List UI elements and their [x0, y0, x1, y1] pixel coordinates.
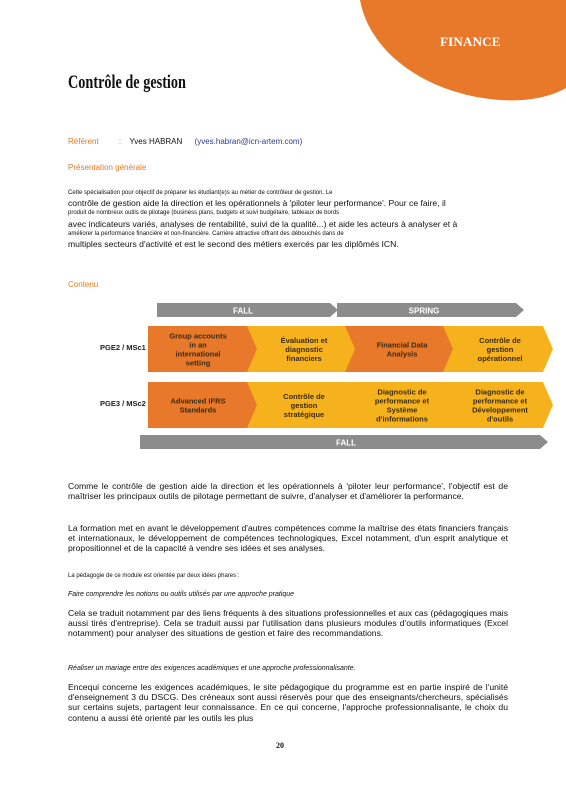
contenu-heading: Contenu	[68, 280, 99, 289]
paragraph-formation: La formation met en avant le développement d'autres compétences comme la maîtrise des états financiers français et internationaux, le développement de compétences technologiques, Excel notamment, d'un esprit analytique et propositionnel et de la capacité à vendre ses idées et ses analyses.	[68, 523, 508, 554]
presentation-line: Cette spécialisation pour objectif de préparer les étudiant(e)s au métier de contrôleur de gestion. Le	[68, 190, 333, 196]
paragraph-idea-1: Faire comprendre les notions ou outils utilisés par une approche pratique	[68, 591, 295, 598]
module-label: Contrôle de	[283, 392, 325, 401]
orange-corner-shape	[360, 0, 566, 100]
module-label: Évaluation et	[280, 336, 328, 345]
presentation-heading: Présentation générale	[68, 163, 147, 172]
presentation-line: produit de nombreux outils de pilotage (business plans, budgets et suivi budgétaire, tableaux de bords	[68, 210, 340, 217]
presentation-line: avec indicateurs variés, analyses de rentabilité, suivi de la qualité...) et aide les acteurs à analyser et à	[68, 218, 458, 229]
module-label: Standards	[179, 405, 217, 415]
fall-label-bottom: FALL	[336, 438, 356, 448]
module-label: financiers	[286, 354, 322, 363]
module-label: Analysis	[386, 349, 418, 359]
presentation-line: multiples secteurs d'activité et est le second des métiers exercés par les diplômés ICN.	[68, 239, 399, 250]
module-label: Advanced IFRS	[170, 396, 226, 406]
paragraph-practical: Cela se traduit notamment par des liens fréquents à des situations professionnelles et aux cas (pédagogiques mais aussi tirés d'entreprise). Cela se traduit aussi par l'utilisation dans plusieurs modules d'outils informatiques (Excel notamment) pour analyser des situations de gestion et faire des recommandations.	[68, 608, 508, 639]
module-label: diagnostic	[285, 345, 323, 354]
presentation-text	[68, 188, 508, 249]
module-label: stratégique	[283, 410, 325, 419]
module-label: Group accounts	[169, 331, 227, 341]
module-label: Système	[386, 405, 418, 415]
paragraph-academic: Encequi concerne les exigences académiques, le site pédagogique du programme est en partie inspiré de l'unité d'enseignement 3 du DSCG. Des créneaux sont aussi réservés pour que des enseignants/chercheurs, spécialisés sur certains sujets, partagent leur connaissance. En ce qui concerne, l'approche professionnalisante, le choix du contenu a aussi été orienté par les outils les plus	[68, 682, 508, 723]
row-label-pge2: PGE2 / MSc1	[100, 343, 146, 352]
section-label: FINANCE	[440, 34, 501, 49]
row-label-pge3: PGE3 / MSc2	[100, 399, 146, 408]
module-label: gestion	[486, 345, 514, 354]
module-label: gestion	[290, 401, 318, 410]
paragraph-objective: Comme le contrôle de gestion aide la direction et les opérationnels à 'piloter leur performance', l'objectif est de maîtriser les principaux outils de pilotage permettant de suivre, d'analyser et d'améliorer la performance.	[68, 481, 508, 502]
paragraph-idea-2: Réaliser un mariage entre des exigences académiques et une approche professionnalisante.	[68, 665, 356, 672]
presentation-line: contrôle de gestion aide la direction et les opérationnels à 'piloter leur performance'. Pour ce faire, il	[68, 198, 446, 209]
module-label: opérationnel	[477, 354, 523, 363]
module-label: performance et	[374, 396, 430, 406]
row-pge2-modules	[148, 326, 553, 372]
module-label: Développement	[472, 405, 528, 415]
curriculum-diagram	[0, 296, 566, 460]
module-label: in an	[189, 340, 207, 350]
referent-name: Yves HABRAN	[129, 137, 183, 146]
referent-line	[68, 137, 302, 146]
module-label: performance et	[472, 396, 528, 406]
module-label: Financial Data	[376, 340, 428, 350]
module-label: d'outils	[486, 414, 514, 424]
module-label: international	[175, 349, 221, 359]
fall-label-top: FALL	[233, 306, 253, 316]
module-label: d'informations	[376, 414, 428, 424]
referent-separator: :	[118, 137, 122, 146]
row-pge3-modules	[148, 382, 553, 428]
paragraph-pedagogie: La pédagogie de ce module est orientée par deux idées phares :	[68, 573, 240, 579]
module-label: setting	[185, 358, 211, 368]
page-title: Contrôle de gestion	[68, 72, 186, 93]
module-label: Diagnostic de	[377, 387, 427, 397]
module-label: Contrôle de	[479, 336, 521, 345]
module-label: Diagnostic de	[475, 387, 525, 397]
presentation-line: améliorer la performance financière et non-financière. Carrière attractive offrant des débouchés dans de	[68, 230, 344, 237]
page-number: 20	[276, 741, 284, 750]
spring-label-top: SPRING	[408, 306, 440, 316]
referent-email[interactable]: (yves.habran@icn-artem.com)	[194, 137, 303, 146]
referent-label: Référent	[68, 137, 99, 146]
